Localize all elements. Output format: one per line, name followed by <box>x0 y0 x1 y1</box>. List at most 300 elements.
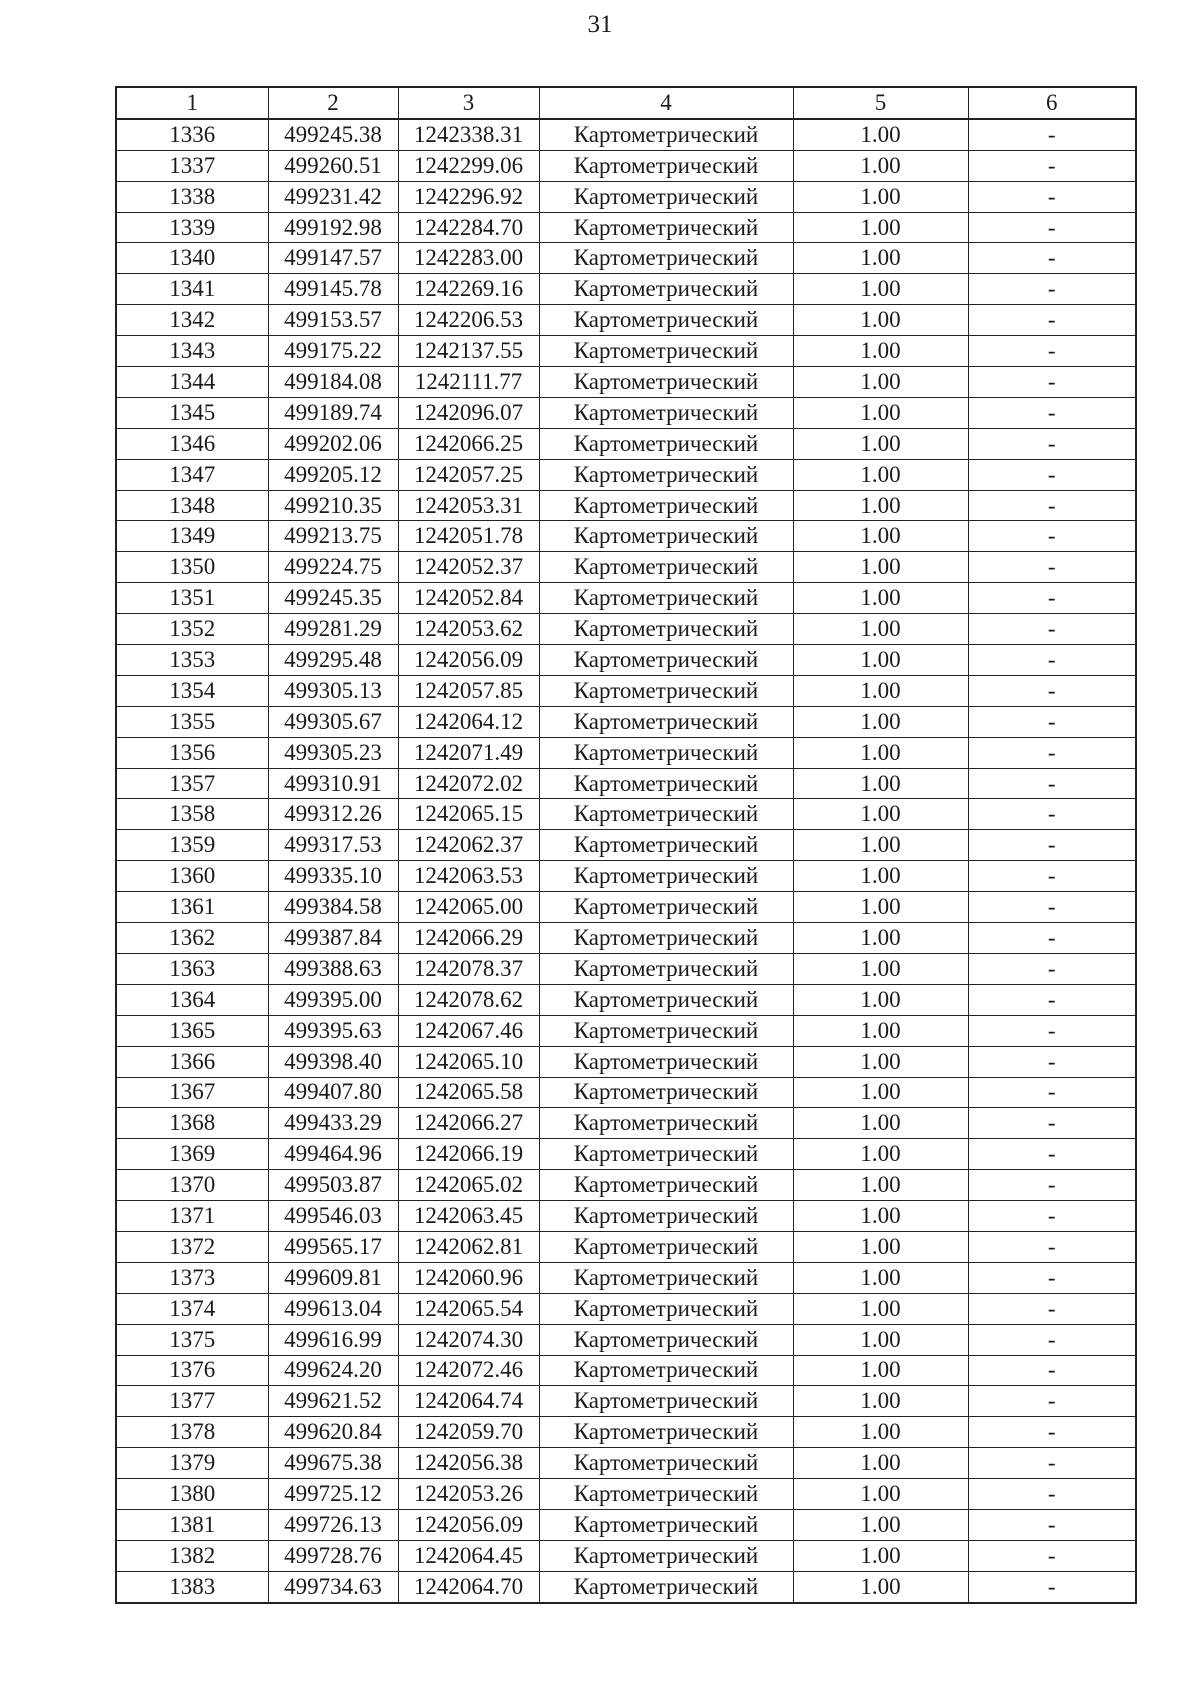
x-coordinate-cell: 499395.63 <box>268 1015 398 1046</box>
method-cell: Картометрический <box>539 583 793 614</box>
note-cell: - <box>968 552 1136 583</box>
method-cell: Картометрический <box>539 305 793 336</box>
method-cell: Картометрический <box>539 490 793 521</box>
note-cell: - <box>968 768 1136 799</box>
note-cell: - <box>968 1108 1136 1139</box>
table-row <box>116 614 1136 645</box>
accuracy-cell: 1.00 <box>793 119 968 150</box>
y-coordinate-cell: 1242057.25 <box>398 459 539 490</box>
accuracy-cell: 1.00 <box>793 1139 968 1170</box>
method-cell: Картометрический <box>539 243 793 274</box>
accuracy-cell: 1.00 <box>793 953 968 984</box>
x-coordinate-cell: 499153.57 <box>268 305 398 336</box>
x-coordinate-cell: 499433.29 <box>268 1108 398 1139</box>
method-cell: Картометрический <box>539 119 793 150</box>
table-row <box>116 984 1136 1015</box>
y-coordinate-cell: 1242067.46 <box>398 1015 539 1046</box>
y-coordinate-cell: 1242063.53 <box>398 861 539 892</box>
method-cell: Картометрический <box>539 1046 793 1077</box>
accuracy-cell: 1.00 <box>793 212 968 243</box>
y-coordinate-cell: 1242066.25 <box>398 428 539 459</box>
note-cell: - <box>968 274 1136 305</box>
y-coordinate-cell: 1242066.29 <box>398 923 539 954</box>
accuracy-cell: 1.00 <box>793 243 968 274</box>
note-cell: - <box>968 397 1136 428</box>
point-number-cell: 1355 <box>116 706 268 737</box>
table-row <box>116 892 1136 923</box>
point-number-cell: 1364 <box>116 984 268 1015</box>
accuracy-cell: 1.00 <box>793 150 968 181</box>
point-number-cell: 1346 <box>116 428 268 459</box>
method-cell: Картометрический <box>539 1201 793 1232</box>
accuracy-cell: 1.00 <box>793 923 968 954</box>
method-cell: Картометрический <box>539 953 793 984</box>
note-cell: - <box>968 645 1136 676</box>
point-number-cell: 1353 <box>116 645 268 676</box>
point-number-cell: 1374 <box>116 1293 268 1324</box>
note-cell: - <box>968 119 1136 150</box>
coordinates-table <box>115 86 1137 1604</box>
y-coordinate-cell: 1242072.02 <box>398 768 539 799</box>
note-cell: - <box>968 1417 1136 1448</box>
accuracy-cell: 1.00 <box>793 1262 968 1293</box>
table-row <box>116 119 1136 150</box>
x-coordinate-cell: 499565.17 <box>268 1231 398 1262</box>
x-coordinate-cell: 499621.52 <box>268 1386 398 1417</box>
table-header <box>116 87 1136 119</box>
x-coordinate-cell: 499395.00 <box>268 984 398 1015</box>
table-row <box>116 1231 1136 1262</box>
x-coordinate-cell: 499317.53 <box>268 830 398 861</box>
point-number-cell: 1348 <box>116 490 268 521</box>
point-number-cell: 1352 <box>116 614 268 645</box>
x-coordinate-cell: 499175.22 <box>268 336 398 367</box>
x-coordinate-cell: 499384.58 <box>268 892 398 923</box>
note-cell: - <box>968 367 1136 398</box>
y-coordinate-cell: 1242064.74 <box>398 1386 539 1417</box>
point-number-cell: 1339 <box>116 212 268 243</box>
note-cell: - <box>968 1293 1136 1324</box>
accuracy-cell: 1.00 <box>793 583 968 614</box>
table-row <box>116 397 1136 428</box>
note-cell: - <box>968 892 1136 923</box>
table-row <box>116 336 1136 367</box>
point-number-cell: 1356 <box>116 737 268 768</box>
y-coordinate-cell: 1242065.02 <box>398 1170 539 1201</box>
accuracy-cell: 1.00 <box>793 830 968 861</box>
y-coordinate-cell: 1242269.16 <box>398 274 539 305</box>
method-cell: Картометрический <box>539 150 793 181</box>
method-cell: Картометрический <box>539 675 793 706</box>
accuracy-cell: 1.00 <box>793 1293 968 1324</box>
point-number-cell: 1366 <box>116 1046 268 1077</box>
point-number-cell: 1382 <box>116 1540 268 1571</box>
y-coordinate-cell: 1242096.07 <box>398 397 539 428</box>
method-cell: Картометрический <box>539 1231 793 1262</box>
method-cell: Картометрический <box>539 336 793 367</box>
note-cell: - <box>968 1448 1136 1479</box>
table-row <box>116 1479 1136 1510</box>
y-coordinate-cell: 1242078.37 <box>398 953 539 984</box>
note-cell: - <box>968 861 1136 892</box>
method-cell: Картометрический <box>539 521 793 552</box>
table-row <box>116 799 1136 830</box>
table-row <box>116 1293 1136 1324</box>
y-coordinate-cell: 1242062.37 <box>398 830 539 861</box>
x-coordinate-cell: 499734.63 <box>268 1571 398 1602</box>
accuracy-cell: 1.00 <box>793 1448 968 1479</box>
y-coordinate-cell: 1242078.62 <box>398 984 539 1015</box>
method-cell: Картометрический <box>539 397 793 428</box>
note-cell: - <box>968 1201 1136 1232</box>
y-coordinate-cell: 1242065.58 <box>398 1077 539 1108</box>
method-cell: Картометрический <box>539 459 793 490</box>
point-number-cell: 1367 <box>116 1077 268 1108</box>
accuracy-cell: 1.00 <box>793 521 968 552</box>
y-coordinate-cell: 1242063.45 <box>398 1201 539 1232</box>
x-coordinate-cell: 499407.80 <box>268 1077 398 1108</box>
method-cell: Картометрический <box>539 428 793 459</box>
y-coordinate-cell: 1242053.26 <box>398 1479 539 1510</box>
table-row <box>116 181 1136 212</box>
accuracy-cell: 1.00 <box>793 1077 968 1108</box>
method-cell: Картометрический <box>539 861 793 892</box>
point-number-cell: 1372 <box>116 1231 268 1262</box>
x-coordinate-cell: 499624.20 <box>268 1355 398 1386</box>
y-coordinate-cell: 1242065.15 <box>398 799 539 830</box>
x-coordinate-cell: 499281.29 <box>268 614 398 645</box>
method-cell: Картометрический <box>539 1571 793 1602</box>
table-row <box>116 1417 1136 1448</box>
table-row <box>116 274 1136 305</box>
point-number-cell: 1338 <box>116 181 268 212</box>
accuracy-cell: 1.00 <box>793 706 968 737</box>
table-body <box>116 119 1136 1603</box>
method-cell: Картометрический <box>539 614 793 645</box>
point-number-cell: 1354 <box>116 675 268 706</box>
point-number-cell: 1377 <box>116 1386 268 1417</box>
method-cell: Картометрический <box>539 830 793 861</box>
accuracy-cell: 1.00 <box>793 1170 968 1201</box>
x-coordinate-cell: 499202.06 <box>268 428 398 459</box>
method-cell: Картометрический <box>539 1417 793 1448</box>
accuracy-cell: 1.00 <box>793 861 968 892</box>
x-coordinate-cell: 499613.04 <box>268 1293 398 1324</box>
method-cell: Картометрический <box>539 1509 793 1540</box>
method-cell: Картометрический <box>539 1262 793 1293</box>
accuracy-cell: 1.00 <box>793 1417 968 1448</box>
table-row <box>116 459 1136 490</box>
method-cell: Картометрический <box>539 799 793 830</box>
column-header-2: 2 <box>268 87 398 119</box>
note-cell: - <box>968 1509 1136 1540</box>
accuracy-cell: 1.00 <box>793 1201 968 1232</box>
point-number-cell: 1378 <box>116 1417 268 1448</box>
note-cell: - <box>968 1479 1136 1510</box>
note-cell: - <box>968 830 1136 861</box>
accuracy-cell: 1.00 <box>793 1571 968 1602</box>
x-coordinate-cell: 499388.63 <box>268 953 398 984</box>
accuracy-cell: 1.00 <box>793 799 968 830</box>
table-row <box>116 1324 1136 1355</box>
y-coordinate-cell: 1242066.19 <box>398 1139 539 1170</box>
x-coordinate-cell: 499609.81 <box>268 1262 398 1293</box>
method-cell: Картометрический <box>539 212 793 243</box>
table-row <box>116 1355 1136 1386</box>
x-coordinate-cell: 499224.75 <box>268 552 398 583</box>
x-coordinate-cell: 499189.74 <box>268 397 398 428</box>
accuracy-cell: 1.00 <box>793 1324 968 1355</box>
table-row <box>116 1077 1136 1108</box>
method-cell: Картометрический <box>539 1324 793 1355</box>
accuracy-cell: 1.00 <box>793 645 968 676</box>
accuracy-cell: 1.00 <box>793 1046 968 1077</box>
x-coordinate-cell: 499184.08 <box>268 367 398 398</box>
note-cell: - <box>968 1015 1136 1046</box>
note-cell: - <box>968 737 1136 768</box>
y-coordinate-cell: 1242296.92 <box>398 181 539 212</box>
note-cell: - <box>968 923 1136 954</box>
accuracy-cell: 1.00 <box>793 984 968 1015</box>
point-number-cell: 1351 <box>116 583 268 614</box>
method-cell: Картометрический <box>539 768 793 799</box>
y-coordinate-cell: 1242074.30 <box>398 1324 539 1355</box>
x-coordinate-cell: 499205.12 <box>268 459 398 490</box>
table-row <box>116 367 1136 398</box>
note-cell: - <box>968 1540 1136 1571</box>
page-number: 31 <box>587 11 613 38</box>
point-number-cell: 1360 <box>116 861 268 892</box>
accuracy-cell: 1.00 <box>793 675 968 706</box>
table-row <box>116 1170 1136 1201</box>
accuracy-cell: 1.00 <box>793 1015 968 1046</box>
x-coordinate-cell: 499616.99 <box>268 1324 398 1355</box>
point-number-cell: 1350 <box>116 552 268 583</box>
point-number-cell: 1365 <box>116 1015 268 1046</box>
note-cell: - <box>968 1262 1136 1293</box>
x-coordinate-cell: 499398.40 <box>268 1046 398 1077</box>
note-cell: - <box>968 1077 1136 1108</box>
y-coordinate-cell: 1242072.46 <box>398 1355 539 1386</box>
table-row <box>116 953 1136 984</box>
y-coordinate-cell: 1242064.12 <box>398 706 539 737</box>
method-cell: Картометрический <box>539 1077 793 1108</box>
y-coordinate-cell: 1242052.37 <box>398 552 539 583</box>
accuracy-cell: 1.00 <box>793 336 968 367</box>
x-coordinate-cell: 499310.91 <box>268 768 398 799</box>
method-cell: Картометрический <box>539 706 793 737</box>
y-coordinate-cell: 1242065.54 <box>398 1293 539 1324</box>
accuracy-cell: 1.00 <box>793 428 968 459</box>
accuracy-cell: 1.00 <box>793 1231 968 1262</box>
note-cell: - <box>968 1571 1136 1602</box>
table-row <box>116 645 1136 676</box>
point-number-cell: 1376 <box>116 1355 268 1386</box>
table-row <box>116 428 1136 459</box>
note-cell: - <box>968 614 1136 645</box>
y-coordinate-cell: 1242057.85 <box>398 675 539 706</box>
y-coordinate-cell: 1242066.27 <box>398 1108 539 1139</box>
table-row <box>116 583 1136 614</box>
table-row <box>116 521 1136 552</box>
accuracy-cell: 1.00 <box>793 1509 968 1540</box>
accuracy-cell: 1.00 <box>793 1355 968 1386</box>
accuracy-cell: 1.00 <box>793 459 968 490</box>
accuracy-cell: 1.00 <box>793 1479 968 1510</box>
method-cell: Картометрический <box>539 892 793 923</box>
method-cell: Картометрический <box>539 1139 793 1170</box>
y-coordinate-cell: 1242065.10 <box>398 1046 539 1077</box>
x-coordinate-cell: 499464.96 <box>268 1139 398 1170</box>
x-coordinate-cell: 499305.13 <box>268 675 398 706</box>
table-row <box>116 675 1136 706</box>
note-cell: - <box>968 181 1136 212</box>
point-number-cell: 1349 <box>116 521 268 552</box>
table-row <box>116 1571 1136 1602</box>
point-number-cell: 1361 <box>116 892 268 923</box>
point-number-cell: 1383 <box>116 1571 268 1602</box>
method-cell: Картометрический <box>539 552 793 583</box>
x-coordinate-cell: 499675.38 <box>268 1448 398 1479</box>
accuracy-cell: 1.00 <box>793 305 968 336</box>
point-number-cell: 1373 <box>116 1262 268 1293</box>
y-coordinate-cell: 1242056.38 <box>398 1448 539 1479</box>
table-row <box>116 212 1136 243</box>
header-row <box>116 87 1136 119</box>
point-number-cell: 1342 <box>116 305 268 336</box>
x-coordinate-cell: 499245.38 <box>268 119 398 150</box>
point-number-cell: 1379 <box>116 1448 268 1479</box>
note-cell: - <box>968 799 1136 830</box>
x-coordinate-cell: 499305.23 <box>268 737 398 768</box>
y-coordinate-cell: 1242284.70 <box>398 212 539 243</box>
note-cell: - <box>968 243 1136 274</box>
point-number-cell: 1369 <box>116 1139 268 1170</box>
table-row <box>116 1046 1136 1077</box>
method-cell: Картометрический <box>539 645 793 676</box>
table-row <box>116 923 1136 954</box>
column-header-6: 6 <box>968 87 1136 119</box>
x-coordinate-cell: 499295.48 <box>268 645 398 676</box>
x-coordinate-cell: 499728.76 <box>268 1540 398 1571</box>
method-cell: Картометрический <box>539 1108 793 1139</box>
accuracy-cell: 1.00 <box>793 768 968 799</box>
y-coordinate-cell: 1242056.09 <box>398 645 539 676</box>
point-number-cell: 1341 <box>116 274 268 305</box>
x-coordinate-cell: 499145.78 <box>268 274 398 305</box>
x-coordinate-cell: 499305.67 <box>268 706 398 737</box>
column-header-5: 5 <box>793 87 968 119</box>
accuracy-cell: 1.00 <box>793 181 968 212</box>
accuracy-cell: 1.00 <box>793 1108 968 1139</box>
accuracy-cell: 1.00 <box>793 1386 968 1417</box>
y-coordinate-cell: 1242283.00 <box>398 243 539 274</box>
point-number-cell: 1340 <box>116 243 268 274</box>
note-cell: - <box>968 1046 1136 1077</box>
x-coordinate-cell: 499260.51 <box>268 150 398 181</box>
method-cell: Картометрический <box>539 1448 793 1479</box>
table-row <box>116 243 1136 274</box>
table-row <box>116 768 1136 799</box>
x-coordinate-cell: 499147.57 <box>268 243 398 274</box>
y-coordinate-cell: 1242071.49 <box>398 737 539 768</box>
point-number-cell: 1359 <box>116 830 268 861</box>
method-cell: Картометрический <box>539 274 793 305</box>
point-number-cell: 1344 <box>116 367 268 398</box>
method-cell: Картометрический <box>539 923 793 954</box>
point-number-cell: 1381 <box>116 1509 268 1540</box>
table-row <box>116 150 1136 181</box>
note-cell: - <box>968 1139 1136 1170</box>
point-number-cell: 1336 <box>116 119 268 150</box>
method-cell: Картометрический <box>539 181 793 212</box>
table-row <box>116 861 1136 892</box>
method-cell: Картометрический <box>539 737 793 768</box>
accuracy-cell: 1.00 <box>793 1540 968 1571</box>
x-coordinate-cell: 499726.13 <box>268 1509 398 1540</box>
point-number-cell: 1370 <box>116 1170 268 1201</box>
column-header-4: 4 <box>539 87 793 119</box>
method-cell: Картометрический <box>539 984 793 1015</box>
point-number-cell: 1363 <box>116 953 268 984</box>
method-cell: Картометрический <box>539 1293 793 1324</box>
note-cell: - <box>968 706 1136 737</box>
accuracy-cell: 1.00 <box>793 274 968 305</box>
point-number-cell: 1357 <box>116 768 268 799</box>
note-cell: - <box>968 583 1136 614</box>
table-row <box>116 490 1136 521</box>
note-cell: - <box>968 984 1136 1015</box>
table-row <box>116 1509 1136 1540</box>
y-coordinate-cell: 1242064.70 <box>398 1571 539 1602</box>
y-coordinate-cell: 1242053.31 <box>398 490 539 521</box>
table-row <box>116 706 1136 737</box>
table-row <box>116 1262 1136 1293</box>
note-cell: - <box>968 1355 1136 1386</box>
x-coordinate-cell: 499503.87 <box>268 1170 398 1201</box>
note-cell: - <box>968 336 1136 367</box>
table-row <box>116 1540 1136 1571</box>
note-cell: - <box>968 675 1136 706</box>
note-cell: - <box>968 428 1136 459</box>
method-cell: Картометрический <box>539 1015 793 1046</box>
x-coordinate-cell: 499231.42 <box>268 181 398 212</box>
y-coordinate-cell: 1242060.96 <box>398 1262 539 1293</box>
x-coordinate-cell: 499213.75 <box>268 521 398 552</box>
note-cell: - <box>968 521 1136 552</box>
y-coordinate-cell: 1242053.62 <box>398 614 539 645</box>
y-coordinate-cell: 1242052.84 <box>398 583 539 614</box>
y-coordinate-cell: 1242206.53 <box>398 305 539 336</box>
point-number-cell: 1375 <box>116 1324 268 1355</box>
method-cell: Картометрический <box>539 1540 793 1571</box>
accuracy-cell: 1.00 <box>793 892 968 923</box>
y-coordinate-cell: 1242338.31 <box>398 119 539 150</box>
x-coordinate-cell: 499387.84 <box>268 923 398 954</box>
method-cell: Картометрический <box>539 1355 793 1386</box>
table-row <box>116 305 1136 336</box>
x-coordinate-cell: 499245.35 <box>268 583 398 614</box>
y-coordinate-cell: 1242051.78 <box>398 521 539 552</box>
table-row <box>116 737 1136 768</box>
y-coordinate-cell: 1242062.81 <box>398 1231 539 1262</box>
point-number-cell: 1368 <box>116 1108 268 1139</box>
y-coordinate-cell: 1242137.55 <box>398 336 539 367</box>
table-row <box>116 552 1136 583</box>
y-coordinate-cell: 1242064.45 <box>398 1540 539 1571</box>
column-header-1: 1 <box>116 87 268 119</box>
x-coordinate-cell: 499210.35 <box>268 490 398 521</box>
